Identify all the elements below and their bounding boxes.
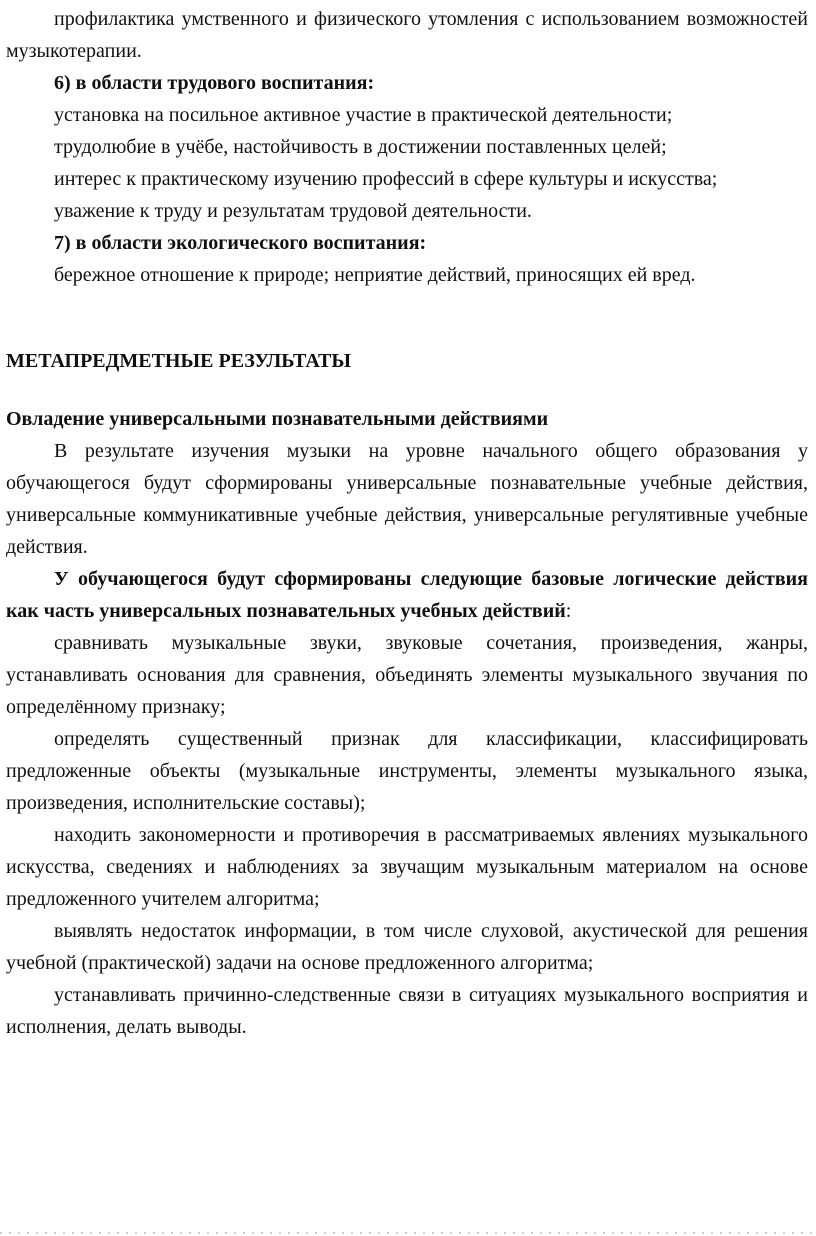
text-run: профилактика умственного и физического утомления с использованием возможностей музыкотерапии.	[6, 8, 808, 62]
text-run: устанавливать причинно-следственные связи в ситуациях музыкального восприятия и исполнения, делать выводы.	[6, 984, 808, 1038]
text-run: МЕТАПРЕДМЕТНЫЕ РЕЗУЛЬТАТЫ	[6, 350, 351, 372]
paragraph-diligence	[6, 131, 808, 163]
heading-7-ecological-education	[6, 227, 808, 259]
paragraph-identify-information-lack	[6, 915, 808, 979]
paragraph-study-results	[6, 435, 808, 563]
text-run: выявлять недостаток информации, в том числе слуховой, акустической для решения учебной (практической) задачи на основе предложенного алгоритма;	[6, 920, 808, 974]
text-run: 7) в области экологического воспитания:	[54, 232, 427, 254]
heading-6-labor-education	[6, 67, 808, 99]
text-run: В результате изучения музыки на уровне начального общего образования у обучающегося будут сформированы универсальные познавательные учебные действия, универсальные коммуникативные учебные действия, универсальные регулятивные учебные действия.	[6, 440, 808, 558]
bold-text-run: У обучающегося будут сформированы следующие базовые логические действия как часть универсальных познавательных учебных действий	[6, 568, 808, 622]
text-run: бережное отношение к природе; неприятие действий, приносящих ей вред.	[54, 264, 696, 286]
paragraph-practical-activity	[6, 99, 808, 131]
text-run: :	[565, 600, 572, 622]
paragraph-classification	[6, 723, 808, 819]
text-run: интерес к практическому изучению профессий в сфере культуры и искусства;	[54, 168, 718, 190]
paragraph-respect-labor	[6, 195, 808, 227]
text-run: Овладение универсальными познавательными действиями	[6, 408, 549, 430]
document-body	[6, 3, 808, 1043]
text-run: сравнивать музыкальные звуки, звуковые сочетания, произведения, жанры, устанавливать основания для сравнения, объединять элементы музыкального звучания по определённому признаку;	[6, 632, 808, 718]
scan-artifact-line	[0, 1232, 816, 1234]
text-run: определять существенный признак для классификации, классифицировать предложенные объекты (музыкальные инструменты, элементы музыкального языка, произведения, исполнительские составы);	[6, 728, 808, 814]
paragraph-professions-interest	[6, 163, 808, 195]
text-run: трудолюбие в учёбе, настойчивость в достижении поставленных целей;	[54, 136, 667, 158]
text-run: находить закономерности и противоречия в рассматриваемых явлениях музыкального искусства, сведениях и наблюдениях за звучащим музыкальным материалом на основе предложенного учителем алгоритма;	[6, 824, 808, 910]
subsection-heading-universal-cognitive-actions	[6, 403, 808, 435]
paragraph-compare-sounds	[6, 627, 808, 723]
paragraph-music-therapy	[6, 3, 808, 67]
paragraph-cause-effect	[6, 979, 808, 1043]
paragraph-nature-care	[6, 259, 808, 291]
section-heading-metasubject-results	[6, 345, 808, 377]
text-run: 6) в области трудового воспитания:	[54, 72, 375, 94]
text-run: уважение к труду и результатам трудовой деятельности.	[54, 200, 532, 222]
paragraph-find-patterns	[6, 819, 808, 915]
paragraph-basic-logical-actions	[6, 563, 808, 627]
text-run: установка на посильное активное участие в практической деятельности;	[54, 104, 673, 126]
